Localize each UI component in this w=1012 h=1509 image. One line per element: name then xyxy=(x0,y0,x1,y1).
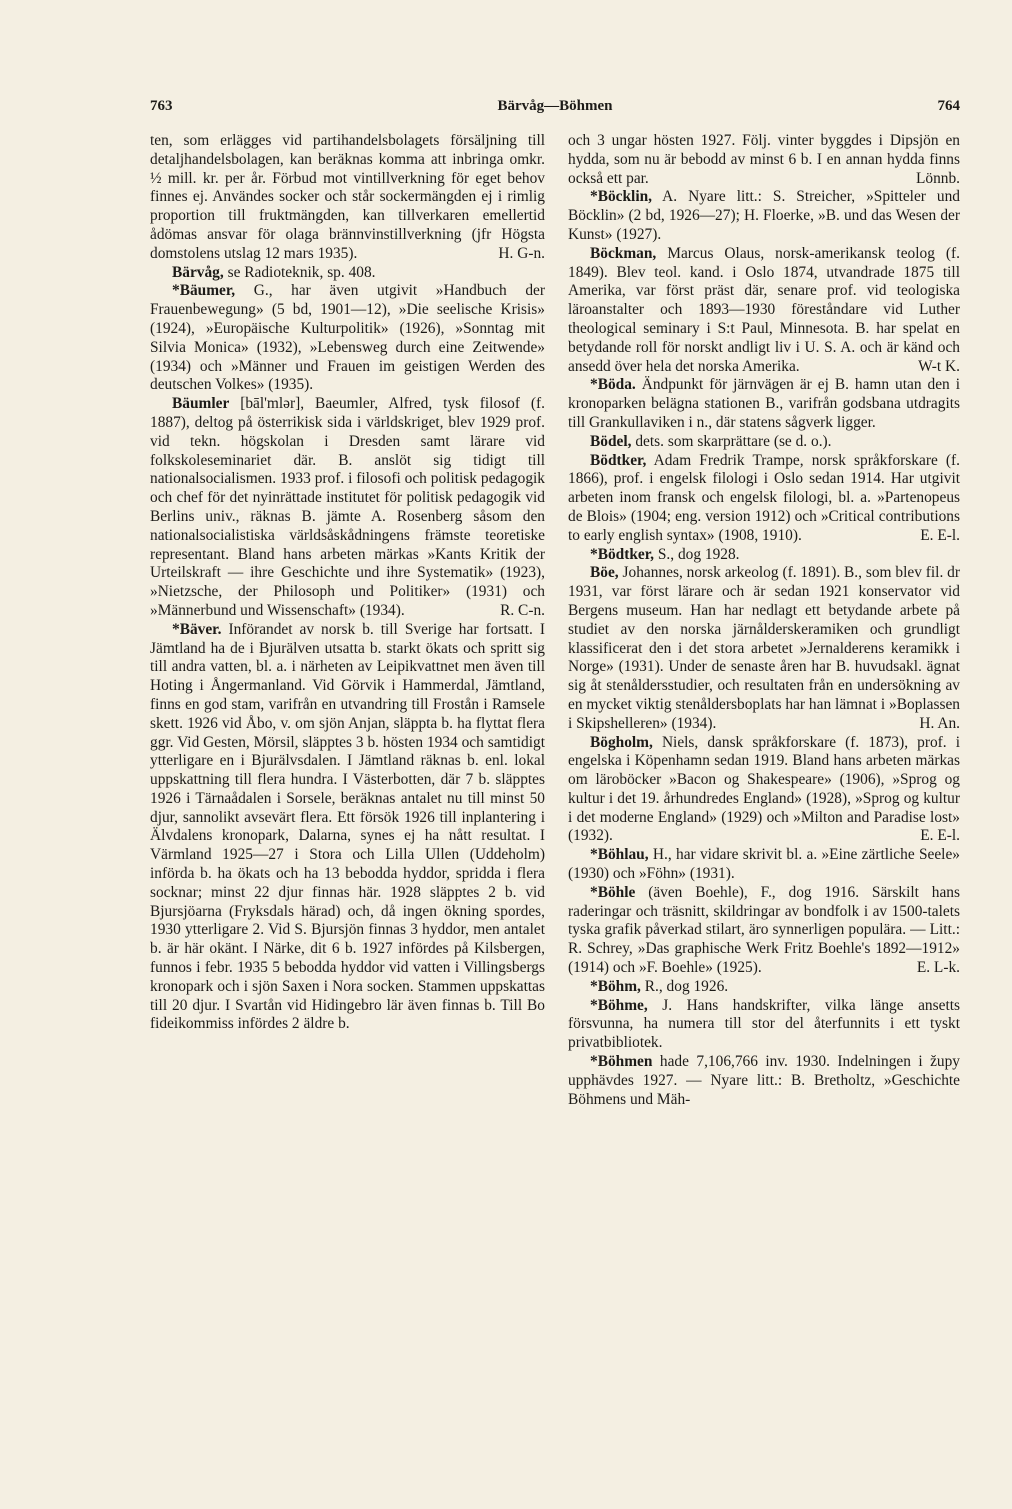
entry-headword: *Bäver. xyxy=(172,620,222,638)
entry-text: S., dog 1928. xyxy=(657,545,740,563)
entry-headword: *Bödtker, xyxy=(590,545,654,563)
entry xyxy=(568,564,960,733)
running-title: Bärvåg—Böhmen xyxy=(497,98,613,114)
entry-headword: Böe, xyxy=(590,564,619,582)
entry xyxy=(568,1053,960,1109)
entry-text: se Radioteknik, sp. 408. xyxy=(227,263,376,281)
entry-text: (även Boehle), F., dog 1916. Särskilt hans raderingar och träsnitt, skildringar av bondfolk i av 1500-talets tyska grafik påverkad stilart, äro synnerligen populära. — Litt.: R. Schrey, »Das graphische Werk Fritz Boehle's 1892—1912» (1914) och »F. Boehle» (1925). xyxy=(568,883,960,977)
entry xyxy=(150,395,545,621)
left-column xyxy=(150,132,545,1034)
entry-signature: H. An. xyxy=(919,714,960,732)
entry xyxy=(568,188,960,244)
entry xyxy=(568,546,960,565)
entry xyxy=(150,264,545,283)
entry-text: och 3 ungar hösten 1927. Följ. vinter byggdes i Dipsjön en hydda, som nu är bebodd av minst 6 b. I en annan hydda finns också ett par. xyxy=(568,132,960,187)
entry-headword: *Bäumer, xyxy=(172,282,236,300)
entry-signature: R. C-n. xyxy=(500,601,545,619)
entry-text: hade 7,106,766 inv. 1930. Indelningen i župy upphävdes 1927. — Nyare litt.: B. Bretholtz, »Geschichte Böhmens und Mäh- xyxy=(568,1053,960,1108)
entry-headword: *Böhm, xyxy=(590,977,641,995)
entry-headword: *Böda. xyxy=(590,376,636,394)
entry-text: Införandet av norsk b. till Sverige har fortsatt. I Jämtland ha de i Bjurälven utsatta b. starkt ökats och spritt sig till andra vatten, bl. a. i närheten av Leipikvattnet men även till Hoting i Ångermanland. Vid Görvik i Hammerdal, Jämtland, finns en god stam, varifrån en utvandring till Frostån i Ramsele skett. 1926 vid Åbo, v. om sjön Anjan, släppta b. ha flyttat flera ggr. Vid Gesten, Mörsil, släpptes 3 b. hösten 1934 och samtidigt ytterligare en i Bjurälvsdalen. I Jämtland räknas b. enl. lokal uppskattning till flera hundra. I Västerbotten, där 7 b. släpptes 1926 i Tärnaådalen i Sorsele, beräknas antalet nu till minst 50 djur, sannolikt avsevärt flera. Ett försök 1926 till inplantering i Älvdalens kronopark, Dalarna, synes ej ha nått resultat. I Värmland 1925—27 i Stora och Lilla Ullen (Uddeholm) införda b. ha ökats och ha 13 bebodda hyddor, spridda i flera socknar; minst 22 djur finnas här. 1928 släpptes 2 b. vid Bjursjöarna (Fryksdals härad) och, då ingen ökning spordes, 1930 ytterligare 2. Vid S. Bjursjön finnas 3 hyddor, men antalet b. är här okänt. I Närke, dit 6 b. 1927 infördes på Kilsbergen, funnos i febr. 1935 5 bebodda hyddor vid vatten i Villingsbergs kronopark och i sjön Saxen i Nora socken. Stammen uppskattas till 20 djur. I Svartån vid Hidingebro lär även finnas b. Till Bo fideikommiss infördes 2 äldre b. xyxy=(150,620,545,1033)
page-number-left: 763 xyxy=(150,98,173,114)
right-column xyxy=(568,132,960,1109)
entry-headword: *Böhmen xyxy=(590,1053,653,1071)
entry-headword: Bäumler xyxy=(172,395,230,413)
entry xyxy=(568,978,960,997)
entry-headword: *Böhle xyxy=(590,883,636,901)
entry xyxy=(150,132,545,264)
entry-text: J. Hans handskrifter, vilka länge ansetts försvunna, ha numera till stor del återfunnits i ett tyskt privatbibliotek. xyxy=(568,996,960,1052)
entry-text: Ändpunkt för järnvägen är ej B. hamn utan den i kronoparken belägna stationen B., varifrån godsbana utdragits till Grankullaviken i n., där statens sågverk ligger. xyxy=(568,376,960,431)
entry-text: Adam Fredrik Trampe, norsk språkforskare (f. 1866), prof. i engelsk filologi i Oslo sedan 1914. Har utgivit arbeten inom fransk och engelsk filologi, bl. a. »Partenopeus de Blois» (1904; eng. version 1912) och »Critical contributions to early english syntax» (1908, 1910). xyxy=(568,451,960,544)
entry-headword: Bärvåg, xyxy=(172,263,224,281)
entry-headword: Bögholm, xyxy=(590,733,653,751)
entry-signature: E. E-l. xyxy=(920,526,960,544)
entry xyxy=(568,132,960,188)
entry-text: Johannes, norsk arkeolog (f. 1891). B., som blev fil. dr 1931, var först lärare och är sedan 1921 konservator vid Bergens museum. Han har nedlagt ett betydande arbete på studiet av den norska järnålderskeramiken och grundligt klassificerat den i det stora arbetet »Jernalderens keramikk i Norge» (1931). Under de senaste åren har B. huvudsakl. ägnat sig åt stenåldersstudier, och resultaten från en undersökning av en mycket viktig stenåldersboplats har han lämnat i »Boplassen i Skipshelleren» (1934). xyxy=(568,564,960,732)
entry-signature: E. L-k. xyxy=(916,959,960,977)
entry-signature: E. E-l. xyxy=(920,827,960,845)
entry xyxy=(150,282,545,395)
entry xyxy=(150,621,545,1035)
entry xyxy=(568,846,960,884)
entry-text: H., har vidare skrivit bl. a. »Eine zärtliche Seele» (1930) och »Föhn» (1931). xyxy=(568,846,960,883)
entry-signature: Lönnb. xyxy=(915,169,960,187)
entry-text: [bāl'mlər], Baeumler, Alfred, tysk filosof (f. 1887), deltog på österrikisk sida i världskriget, blev 1929 prof. vid tekn. högskolan i Dresden samt lärare vid folkskoleseminariet där. B. anslöt sig tidigt till nationalsocialismen. 1933 prof. i filosofi och politisk pedagogik och chef för det nyinrättade institutet för politisk pedagogik vid Berlins univ., räknas B. jämte A. Rosenberg såsom den nationalsocialistiska världsåskådningens främste teoretiske representant. Bland hans arbeten märkas »Kants Kritik der Urteilskraft — ihre Geschichte und ihre Systematik» (1923), »Nietzsche, der Philosoph und Politiker» (1931) och »Männerbund und Wissenschaft» (1934). xyxy=(150,395,545,619)
entry xyxy=(568,245,960,377)
entry-headword: Böckman, xyxy=(590,244,657,262)
entry-text: Marcus Olaus, norsk-amerikansk teolog (f. 1849). Blev teol. kand. i Oslo 1874, utvandrade 1875 till Amerika, var först präst där, senare prof. vid teologiska läroanstalter och 1893—1930 föreståndare vid Luther theological seminary i S:t Paul, Minnesota. B. har spelat en betydande roll för norskt andligt liv i U. S. A. och är känd och ansedd över hela det norska Amerika. xyxy=(568,244,960,375)
entry-signature: W-t K. xyxy=(918,357,960,375)
entry-headword: *Böhme, xyxy=(590,996,648,1014)
entry-text: dets. som skarprättare (se d. o.). xyxy=(635,432,832,450)
entry xyxy=(568,884,960,978)
entry-text: R., dog 1926. xyxy=(644,977,729,995)
entry-text: Niels, dansk språkforskare (f. 1873), prof. i engelska i Köpenhamn sedan 1919. Bland hans arbeten märkas om läroböcker »Bacon og Shakespeare» (1906), »Sprog og kultur i det 19. århundredes England» (1928), »Sprog og kultur i det moderne England» (1929) och »Milton and Paradise lost» (1932). xyxy=(568,733,960,845)
entry xyxy=(568,452,960,546)
entry-headword: Bödel, xyxy=(590,432,632,450)
entry-signature: H. G-n. xyxy=(498,244,545,262)
entry xyxy=(568,433,960,452)
page-number-right: 764 xyxy=(937,98,960,114)
entry-headword: Bödtker, xyxy=(590,451,647,469)
entry-headword: *Böcklin, xyxy=(590,188,653,206)
entry xyxy=(568,734,960,847)
entry-text: A. Nyare litt.: S. Streicher, »Spitteler und Böcklin» (2 bd, 1926—27); H. Floerke, »B. und das Wesen der Kunst» (1927). xyxy=(568,188,960,243)
entry xyxy=(568,376,960,432)
entry-text: ten, som erlägges vid partihandelsbolagets försäljning till detaljhandelsbolagen, kan beräknas komma att inbringa omkr. ½ mill. kr. per år. Förbud mot vintillverkning för eget behov finnes ej. Användes socker och står sockermängden ej i rimlig proportion till fruktmängden, kan tillverkaren emellertid ådömas ansvar för olaga brännvinstillverkning (jfr Högsta domstolens utslag 12 mars 1935). xyxy=(150,132,545,262)
page-header xyxy=(150,98,960,122)
entry-text: G., har även utgivit »Handbuch der Frauenbewegung» (5 bd, 1901—12), »Die seelische Krisis» (1924), »Europäische Kulturpolitik» (1926), »Sonntag mit Silvia Monica» (1932), »Lebensweg durch eine Zeitwende» (1934) och »Männer und Frauen im geistigen Werden des deutschen Volkes» (1935). xyxy=(150,282,545,394)
entry xyxy=(568,997,960,1053)
entry-headword: *Böhlau, xyxy=(590,846,649,864)
